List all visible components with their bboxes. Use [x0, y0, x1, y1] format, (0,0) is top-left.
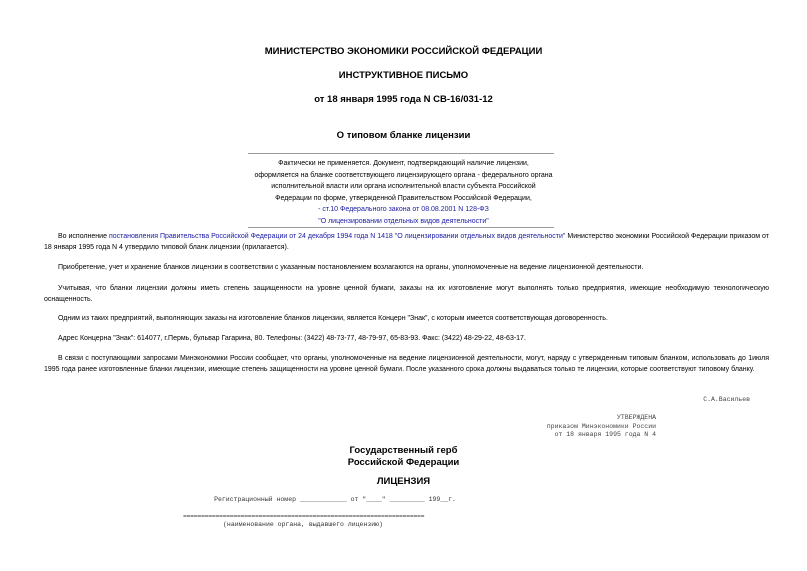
- note-bottom-divider: [248, 227, 554, 228]
- emblem-line-2: Российской Федерации: [347, 457, 460, 468]
- approval-date: от 18 января 1995 года N 4: [554, 431, 656, 438]
- issuing-body-field: ===================================================================: [183, 513, 425, 520]
- status-note: [0, 158, 807, 227]
- issuing-body-caption: (наименование органа, выдавшего лицензию): [223, 521, 383, 528]
- state-emblem-caption: [0, 445, 807, 469]
- approval-order: приказом Минэкономики России: [546, 422, 656, 430]
- paragraph-3: Учитывая, что бланки лицензии должны иметь степень защищенности на уровне ценной бумаги, заказы на их изготовление могут выполнять только предприятия, имеющие необходимую технологическую оснащенность.: [44, 285, 769, 303]
- document-type: ИНСТРУКТИВНОЕ ПИСЬМО: [338, 70, 469, 81]
- approval-title: УТВЕРЖДЕНА: [616, 414, 656, 421]
- law-title-link[interactable]: "О лицензировании отдельных видов деятельности": [318, 217, 489, 225]
- status-note-line: исполнительной власти или органа исполнительной власти субъекта Российской: [271, 183, 536, 190]
- ministry-title: МИНИСТЕРСТВО ЭКОНОМИКИ РОССИЙСКОЙ ФЕДЕРАЦИИ: [264, 46, 543, 57]
- status-note-line: Фактически не применяется. Документ, подтверждающий наличие лицензии,: [278, 160, 529, 167]
- registration-number-line: Регистрационный номер ____________ от "____" _________ 199__г.: [214, 496, 456, 503]
- government-decree-link[interactable]: постановления Правительства Российской Федерации от 24 декабря 1994 года N 1418 "О лицензировании отдельных видов деятельности": [108, 233, 566, 240]
- document-subject: О типовом бланке лицензии: [336, 130, 471, 141]
- paragraph-1-end: Министерство экономики Российской Федерации приказом от 18 января 1995 года N 4 утвердило типовой бланк лицензии (прилагается).: [44, 233, 769, 251]
- paragraph-4: Одним из таких предприятий, выполняющих заказы на изготовление бланков лицензии, является Концерн "Знак", с которым имеется соответствующая договоренность.: [58, 315, 608, 322]
- approval-block: [470, 414, 656, 440]
- status-note-line: оформляется на бланке соответствующего лицензирующего органа - федерального органа: [254, 171, 553, 179]
- note-top-divider: [248, 153, 554, 154]
- paragraph-5: Адрес Концерна "Знак": 614077, г.Пермь, бульвар Гагарина, 80. Телефоны: (3422) 48-73-77, 48-79-97, 65-83-93. Факс: (3422) 48-29-22, 48-63-17.: [58, 335, 526, 342]
- emblem-line-1: Государственный герб: [349, 445, 458, 456]
- document-date: от 18 января 1995 года N СВ-16/031-12: [314, 94, 493, 105]
- signature: С.А.Васильев: [703, 396, 750, 403]
- paragraph-2: Приобретение, учет и хранение бланков лицензии в соответствии с указанным постановлением возлагаются на органы, уполномоченные на ведение лицензионной деятельности.: [58, 264, 644, 271]
- paragraph-6: В связи с поступающими запросами Минэкономики России сообщает, что органы, уполномоченные на ведение лицензионной деятельности, могут, наряду с утвержденным типовым бланком, использовать до 1июля 1995 года ранее изготовленные бланки лицензии, имеющие степень защищенности на уровне ценной бумаги. После указанного срока должны выдаваться только те лицензии, которые соответствуют типовому бланку.: [44, 355, 769, 373]
- paragraph-1: [44, 231, 769, 253]
- status-note-line: Федерации по форме, утвержденной Правительством Российской Федерации,: [275, 194, 532, 202]
- license-title: ЛИЦЕНЗИЯ: [376, 476, 431, 487]
- law-article-link[interactable]: - ст.10 Федерального закона от 08.08.2001 N 128-ФЗ: [318, 206, 489, 213]
- paragraph-1-start: Во исполнение: [58, 233, 109, 240]
